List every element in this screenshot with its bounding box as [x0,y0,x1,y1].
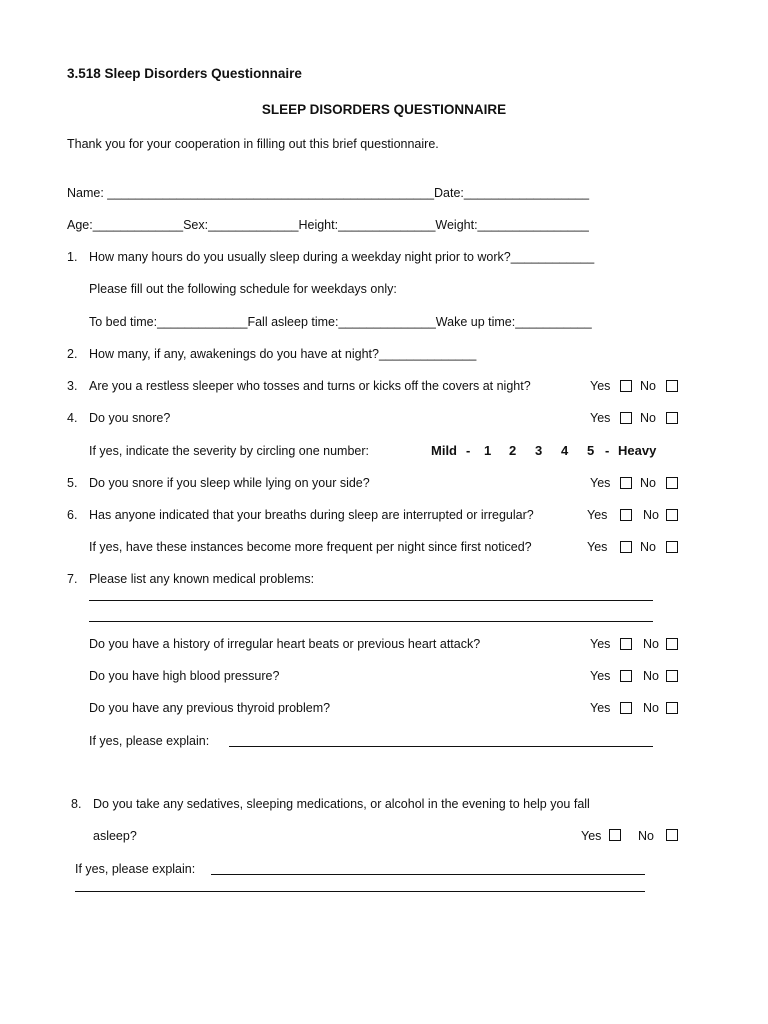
q8-yes-checkbox[interactable] [609,829,621,841]
q6-followup-yes-checkbox[interactable] [620,541,632,553]
q8-no-checkbox[interactable] [666,829,678,841]
severity-option-2[interactable]: 2 [509,443,517,458]
q2-number: 2. [67,347,78,361]
q7-explain-label: If yes, please explain: [89,734,210,748]
q6-followup-text: If yes, have these instances become more frequent per night since first noticed? [89,540,532,554]
q3-number: 3. [67,379,78,393]
q7-heart-text: Do you have a history of irregular heart beats or previous heart attack? [89,637,481,651]
q8-number: 8. [71,797,82,811]
q6-no-label: No [643,508,659,522]
q8-explain-line-2[interactable] [75,891,645,892]
q5-text: Do you snore if you sleep while lying on your side? [89,476,370,490]
q7-bp-no-label: No [643,669,659,683]
q5-number: 5. [67,476,78,490]
q3-no-checkbox[interactable] [666,380,678,392]
q6-yes-checkbox[interactable] [620,509,632,521]
medical-problems-line-2[interactable] [89,621,653,622]
medical-problems-line-1[interactable] [89,600,653,601]
q7-bp-no-checkbox[interactable] [666,670,678,682]
q5-no-checkbox[interactable] [666,477,678,489]
q6-number: 6. [67,508,78,522]
form-title: SLEEP DISORDERS QUESTIONNAIRE [261,102,507,117]
q3-text: Are you a restless sleeper who tosses and turns or kicks off the covers at night? [89,379,531,393]
q6-text: Has anyone indicated that your breaths during sleep are interrupted or irregular? [89,508,534,522]
q7-thyroid-text: Do you have any previous thyroid problem? [89,701,331,715]
q7-text: Please list any known medical problems: [89,572,315,586]
q3-yes-label: Yes [590,379,611,393]
q7-explain-line[interactable] [229,746,653,747]
q5-yes-checkbox[interactable] [620,477,632,489]
q1-schedule-note: Please fill out the following schedule for weekdays only: [89,282,397,296]
q7-thyroid-no-checkbox[interactable] [666,702,678,714]
q8-explain-line-1[interactable] [211,874,645,875]
q8-no-label: No [638,829,654,843]
q6-followup-no-checkbox[interactable] [666,541,678,553]
q1-text[interactable]: How many hours do you usually sleep during a weekday night prior to work?____________ [89,250,595,264]
name-date-line[interactable]: Name: _______________________________________________Date:__________________ [67,186,590,200]
q6-yes-label: Yes [587,508,608,522]
intro-text: Thank you for your cooperation in filling out this brief questionnaire. [67,137,439,151]
q5-no-label: No [640,476,656,490]
q7-heart-yes-checkbox[interactable] [620,638,632,650]
q8-explain-label: If yes, please explain: [75,862,196,876]
q6-no-checkbox[interactable] [666,509,678,521]
q1-schedule-line[interactable]: To bed time:_____________Fall asleep time:______________Wake up time:___________ [89,315,592,329]
severity-option-5[interactable]: 5 [587,443,595,458]
q4-no-checkbox[interactable] [666,412,678,424]
q7-heart-no-label: No [643,637,659,651]
q7-blood-pressure-text: Do you have high blood pressure? [89,669,280,683]
q7-number: 7. [67,572,78,586]
q6-followup-no-label: No [640,540,656,554]
q4-number: 4. [67,411,78,425]
q3-no-label: No [640,379,656,393]
severity-heavy-label: Heavy [618,443,657,458]
severity-option-1[interactable]: 1 [484,443,492,458]
q7-thyroid-yes-checkbox[interactable] [620,702,632,714]
q4-no-label: No [640,411,656,425]
q1-number: 1. [67,250,78,264]
severity-option-4[interactable]: 4 [561,443,569,458]
q7-bp-yes-checkbox[interactable] [620,670,632,682]
q4-yes-checkbox[interactable] [620,412,632,424]
q8-text: Do you take any sedatives, sleeping medications, or alcohol in the evening to help you fall [93,797,590,811]
q7-bp-yes-label: Yes [590,669,611,683]
q6-followup-yes-label: Yes [587,540,608,554]
q7-heart-yes-label: Yes [590,637,611,651]
severity-mild-label: Mild [431,443,457,458]
q4-text: Do you snore? [89,411,171,425]
q7-thyroid-yes-label: Yes [590,701,611,715]
q4-yes-label: Yes [590,411,611,425]
q3-yes-checkbox[interactable] [620,380,632,392]
severity-dash-left: - [466,443,471,458]
q8-text-cont: asleep? [93,829,137,843]
q4-severity-prompt: If yes, indicate the severity by circling one number: [89,444,369,458]
severity-dash-right: - [605,443,610,458]
q2-text[interactable]: How many, if any, awakenings do you have at night?______________ [89,347,477,361]
q7-thyroid-no-label: No [643,701,659,715]
section-title: 3.518 Sleep Disorders Questionnaire [67,66,302,81]
q8-yes-label: Yes [581,829,602,843]
q5-yes-label: Yes [590,476,611,490]
severity-option-3[interactable]: 3 [535,443,543,458]
age-sex-height-weight-line[interactable]: Age:_____________Sex:_____________Height:______________Weight:________________ [67,218,589,232]
q7-heart-no-checkbox[interactable] [666,638,678,650]
